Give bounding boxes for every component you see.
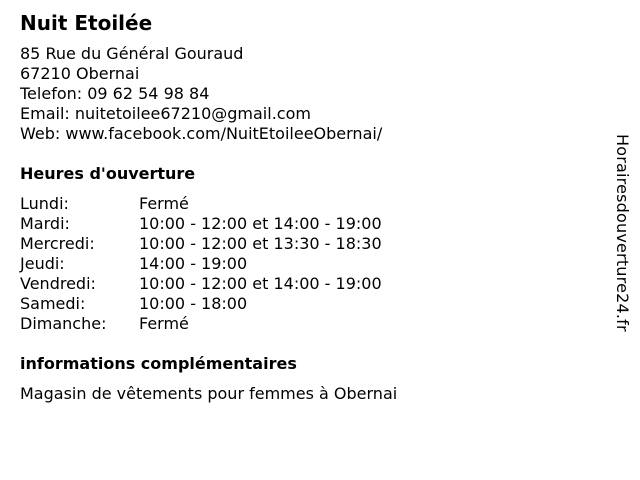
hours-row-friday bbox=[20, 274, 600, 294]
day-hours: 10:00 - 12:00 et 14:00 - 19:00 bbox=[139, 274, 382, 293]
info-text: Magasin de vêtements pour femmes à Obernai bbox=[20, 384, 398, 403]
day-label: Lundi: bbox=[20, 194, 69, 213]
day-hours: Fermé bbox=[139, 194, 189, 213]
address-city: 67210 Obernai bbox=[20, 64, 140, 83]
hours-row-monday bbox=[20, 194, 600, 214]
website-line[interactable]: Web: www.facebook.com/NuitEtoileeObernai/ bbox=[20, 124, 383, 143]
hours-row-wednesday bbox=[20, 234, 600, 254]
day-label: Mardi: bbox=[20, 214, 70, 233]
business-card bbox=[20, 11, 600, 404]
day-label: Jeudi: bbox=[20, 254, 65, 273]
hours-table bbox=[20, 194, 600, 334]
day-hours: 10:00 - 12:00 et 13:30 - 18:30 bbox=[139, 234, 382, 253]
address-street: 85 Rue du Général Gouraud bbox=[20, 44, 244, 63]
site-watermark: Horairesdouverture24.fr bbox=[613, 134, 632, 332]
day-label: Dimanche: bbox=[20, 314, 107, 333]
info-heading: informations complémentaires bbox=[20, 354, 297, 373]
day-hours: 10:00 - 18:00 bbox=[139, 294, 248, 313]
day-label: Mercredi: bbox=[20, 234, 95, 253]
business-name: Nuit Etoilée bbox=[20, 11, 153, 35]
email-line[interactable]: Email: nuitetoilee67210@gmail.com bbox=[20, 104, 311, 123]
phone-line[interactable]: Telefon: 09 62 54 98 84 bbox=[20, 84, 210, 103]
hours-row-tuesday bbox=[20, 214, 600, 234]
hours-row-thursday bbox=[20, 254, 600, 274]
day-label: Vendredi: bbox=[20, 274, 96, 293]
hours-row-saturday bbox=[20, 294, 600, 314]
day-label: Samedi: bbox=[20, 294, 86, 313]
day-hours: Fermé bbox=[139, 314, 189, 333]
hours-heading: Heures d'ouverture bbox=[20, 164, 196, 183]
hours-row-sunday bbox=[20, 314, 600, 334]
day-hours: 14:00 - 19:00 bbox=[139, 254, 248, 273]
day-hours: 10:00 - 12:00 et 14:00 - 19:00 bbox=[139, 214, 382, 233]
